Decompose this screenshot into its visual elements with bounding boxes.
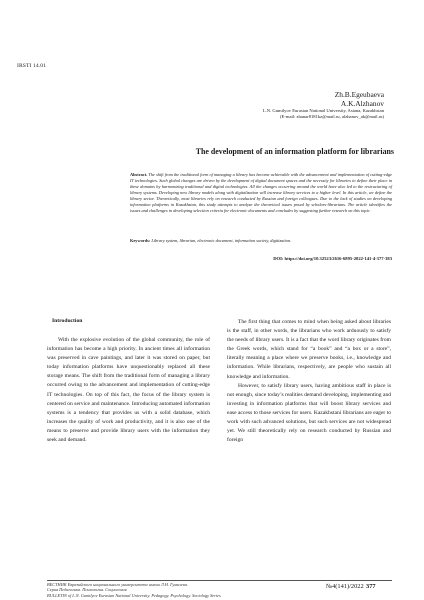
body-column-right — [227, 318, 391, 445]
journal-line-en: BULLETIN of L.N. Gumilyov Eurasian National University. Pedagogy. Psychology. Sociology Series — [47, 592, 221, 598]
abstract — [130, 172, 392, 214]
author-1: Zh.B.Egeubaeva — [334, 90, 384, 99]
article-title: The development of an information platform for librarians — [195, 147, 394, 156]
issue-number: №4(141)/2022 — [326, 583, 364, 590]
abstract-text: The shift from the traditional form of managing a library has become achievable with the advancement and implementation of cutting-edge IT technologies. Such global changes are driven by the development of digital document spaces and the necessity for libraries to define their place in these domains by harmonizing traditional and digital technologies. All the changes occurring around the world have also led to the restructuring of library systems. Developing new library models along with digitalization will increase library services to a higher level. In this article, we define the library sector. Theoretically, most libraries rely on research conducted by Russian and foreign colleagues. Due to the lack of studies on developing information platforms in Kazakhstan, this study attempts to analyze the theoretical issues posed by scholars-librarians. The article identifies the issues and challenges in developing selection criteria for electronic documents and concludes by suggesting further research on this topic. — [130, 172, 392, 214]
author-2: A.K.Alzhanov — [340, 99, 384, 109]
article-code: IRSTI 14.01 — [17, 63, 47, 69]
footer-journal — [47, 582, 221, 598]
introduction-heading: Introduction — [52, 318, 83, 324]
paragraph: With the explosive evolution of the global community, the role of information has become a high priority. In ancient times all information was preserved in cave paintings, and later it was stored on paper, but today information platforms have unquestionably replaced all these storage means. The shift from the traditional form of managing a library occurred owing to the advancement and implementation of cutting-edge IT technologies. On top of this fact, the focus of the library system is centered on service and maintenance. Introducing automated information systems is a tendency that provides us with a solid database, which increases the quality of work and productivity, and it is also one of the means to preserve and provide library users with the information they seek and demand. — [47, 337, 210, 444]
paragraph: However, to satisfy library users, having ambitious staff in place is not enough, since today’s realities demand developing, implementing and investing in information platforms that will boost library services and ease access to those services for users. Kazakhstani librarians are eager to work with such advanced solutions, but such services are not widespread yet. We still theoretically rely on research conducted by Russian and foreign — [227, 382, 391, 444]
keywords-label: Keywords: — [130, 238, 151, 243]
paragraph: The first thing that comes to mind when being asked about libraries is the staff, in other words, the librarians who work arduously to satisfy the needs of library users. It is a fact that the word library originates from the Greek words, which stand for “a book” and “a box or a store”, literally meaning a place where we preserve books, i.e., knowledge and information. While librarians, respectively, are people who sustain all knowledge and information. — [227, 319, 391, 380]
body-column-left — [47, 336, 210, 445]
doi-link[interactable]: DOI: https://doi.org/10.32523/2616-6895-2022-141-4-377-383 — [273, 256, 392, 261]
author-names — [335, 90, 384, 109]
page-number: 377 — [366, 583, 376, 590]
journal-line-series-ru: Серия Педагогика. Психология. Социология — [47, 587, 127, 593]
footer-divider — [47, 580, 392, 581]
journal-line-ru: ВЕСТНИК Евразийского национального университета имени Л.Н. Гумилева. — [47, 582, 188, 587]
keywords — [130, 238, 392, 244]
institution: L.N. Gumilyov Eurasian National University, Astana, Kazakhstan — [262, 108, 384, 113]
email-line: (Е-mail: zhanar8181kz@mail.ru, alzhanov_ak@mail.ru) — [280, 114, 384, 120]
author-affiliation — [263, 108, 384, 121]
abstract-label: Abstract. — [130, 172, 148, 177]
keywords-text: Library system, librarian, electronic document, information society, digitization. — [150, 238, 292, 243]
